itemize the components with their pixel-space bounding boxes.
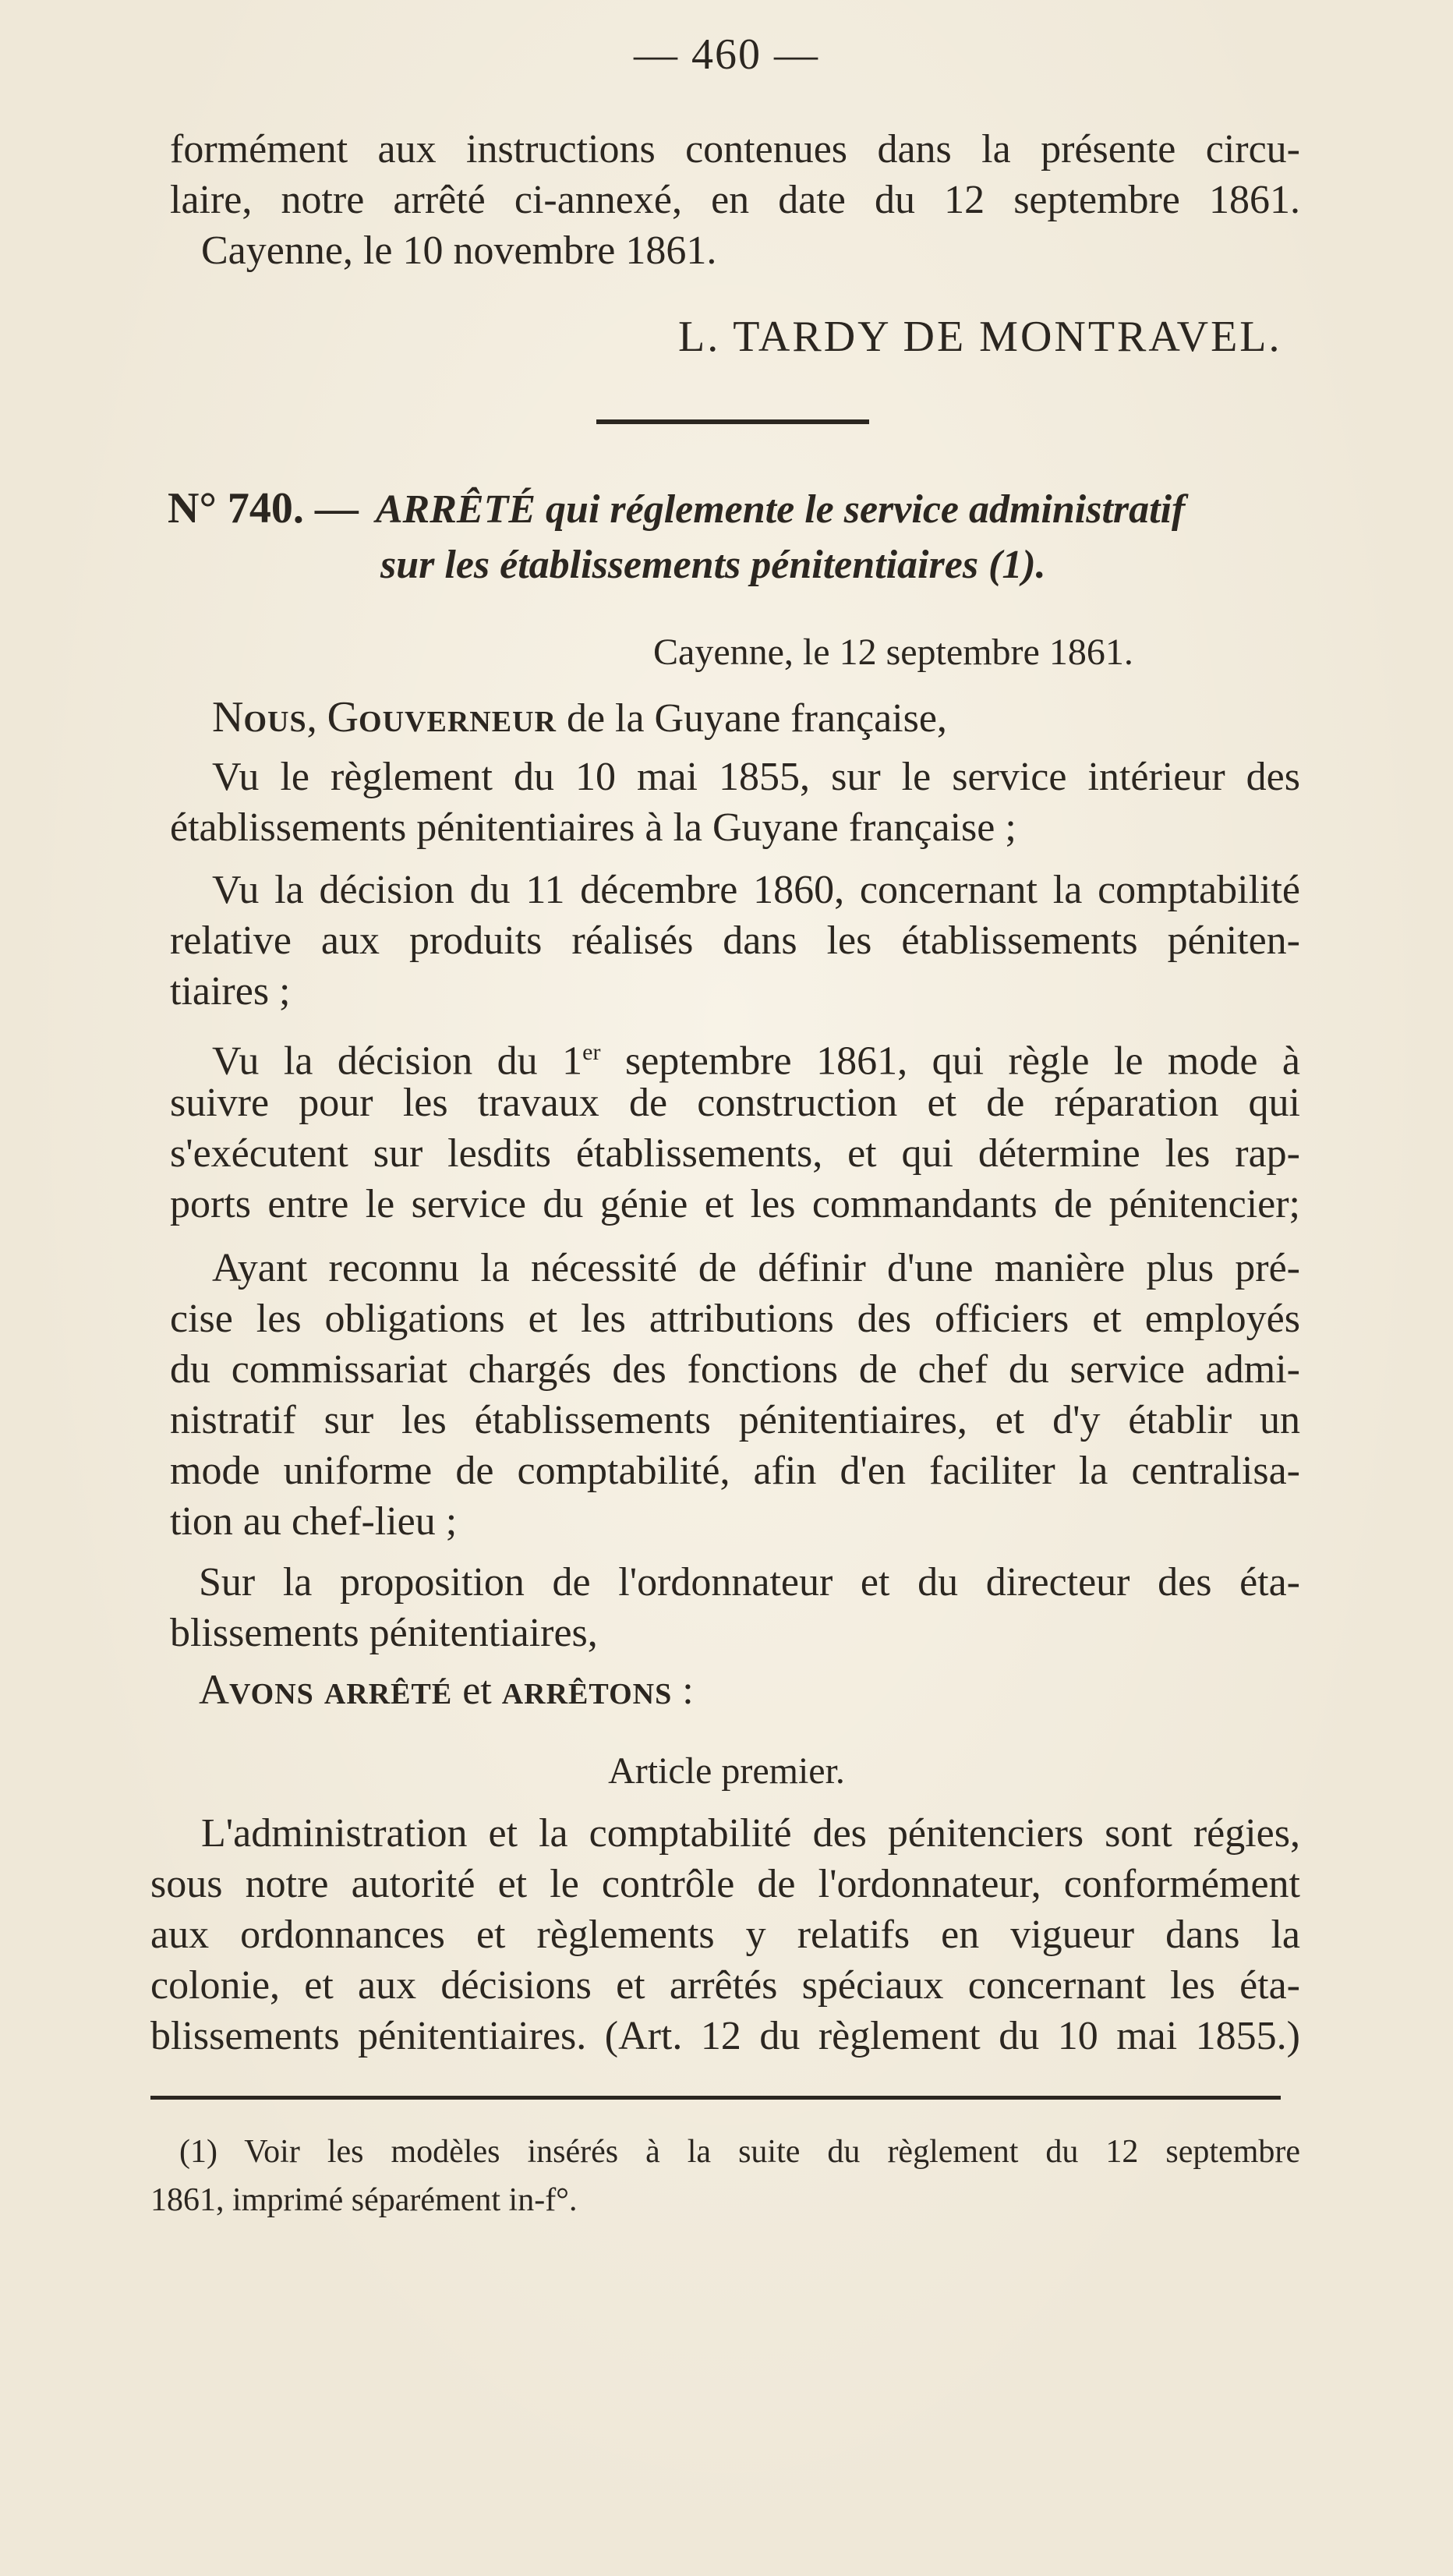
act-heading	[168, 483, 1185, 533]
section-divider	[596, 419, 869, 424]
recital-3-line-4: ports entre le service du génie et les commandants de pénitencier;	[170, 1182, 1300, 1226]
footnote-line-2: 1861, imprimé séparément in-f°.	[150, 2182, 578, 2218]
recital-4-line-6: tion au chef-lieu ;	[170, 1499, 458, 1544]
article-line-5: blissements pénitentiaires. (Art. 12 du règlement du 10 mai 1855.)	[150, 2014, 1300, 2058]
recital-1-line-1: Vu le règlement du 10 mai 1855, sur le service intérieur des	[212, 755, 1300, 799]
enacting-clause: AVONS ARRÊTÉ et ARRÊTONS :	[199, 1666, 694, 1713]
act-number: N° 740. —	[168, 484, 359, 533]
article-line-1: L'administration et la comptabilité des pénitenciers sont régies,	[201, 1811, 1300, 1856]
preamble-opening: NOUS, GOUVERNEUR de la Guyane française,	[212, 693, 947, 741]
dateline: Cayenne, le 12 septembre 1861.	[653, 632, 1133, 673]
recital-2-line-3: tiaires ;	[170, 969, 291, 1014]
recital-3-line-3: s'exécutent sur lesdits établissements, et qui détermine les rap-	[170, 1131, 1300, 1176]
article-title: Article premier.	[608, 1750, 845, 1792]
recital-2-line-2: relative aux produits réalisés dans les établissements péniten-	[170, 918, 1300, 963]
act-title-line-1: ARRÊTÉ qui réglemente le service administratif	[375, 487, 1186, 532]
recital-4-line-2: cise les obligations et les attributions des officiers et employés	[170, 1297, 1300, 1341]
recital-5-line-1: Sur la proposition de l'ordonnateur et du directeur des éta-	[199, 1560, 1300, 1605]
article-line-4: colonie, et aux décisions et arrêtés spéciaux concernant les éta-	[150, 1963, 1300, 2008]
article-line-2: sous notre autorité et le contrôle de l'ordonnateur, conformément	[150, 1862, 1300, 1906]
recital-4-line-4: nistratif sur les établissements pénitentiaires, et d'y établir un	[170, 1398, 1300, 1442]
recital-3-line-1: Vu la décision du 1er septembre 1861, qui règle le mode à	[212, 1039, 1301, 1084]
recital-4-line-5: mode uniforme de comptabilité, afin d'en faciliter la centralisa-	[170, 1449, 1300, 1493]
footnote-line-1: (1) Voir les modèles insérés à la suite du règlement du 12 septembre	[179, 2134, 1300, 2170]
recital-4-line-3: du commissariat chargés des fonctions de chef du service admi-	[170, 1347, 1300, 1392]
page-number: — 460 —	[634, 30, 819, 79]
article-line-3: aux ordonnances et règlements y relatifs en vigueur dans la	[150, 1913, 1300, 1957]
footnote-divider	[150, 2096, 1281, 2100]
intro-line-3: Cayenne, le 10 novembre 1861.	[201, 228, 717, 273]
intro-line-1: formément aux instructions contenues dans la présente circu-	[170, 127, 1300, 172]
recital-1-line-2: établissements pénitentiaires à la Guyane française ;	[170, 805, 1016, 850]
signature: L. TARDY DE MONTRAVEL.	[678, 313, 1282, 361]
recital-2-line-1: Vu la décision du 11 décembre 1860, concernant la comptabilité	[212, 868, 1300, 912]
recital-3-line-2: suivre pour les travaux de construction et de réparation qui	[170, 1081, 1300, 1125]
intro-line-2: laire, notre arrêté ci-annexé, en date du 12 septembre 1861.	[170, 178, 1300, 222]
recital-4-line-1: Ayant reconnu la nécessité de définir d'une manière plus pré-	[212, 1246, 1300, 1290]
recital-5-line-2: blissements pénitentiaires,	[170, 1611, 598, 1655]
act-title-line-2: sur les établissements pénitentiaires (1).	[380, 543, 1046, 587]
